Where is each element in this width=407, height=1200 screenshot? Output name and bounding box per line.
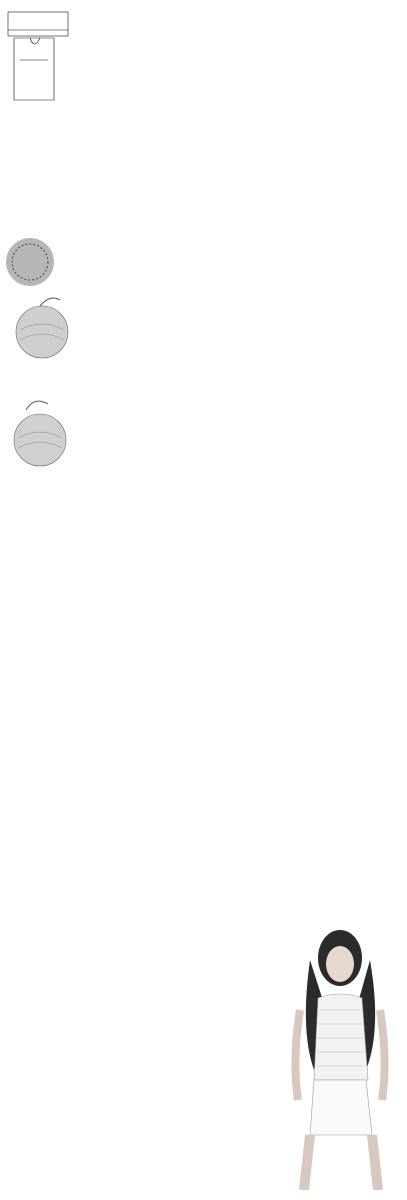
pattern-pieces	[8, 12, 68, 100]
bead-pompon-photos	[6, 238, 68, 466]
model-photo	[270, 920, 400, 1190]
